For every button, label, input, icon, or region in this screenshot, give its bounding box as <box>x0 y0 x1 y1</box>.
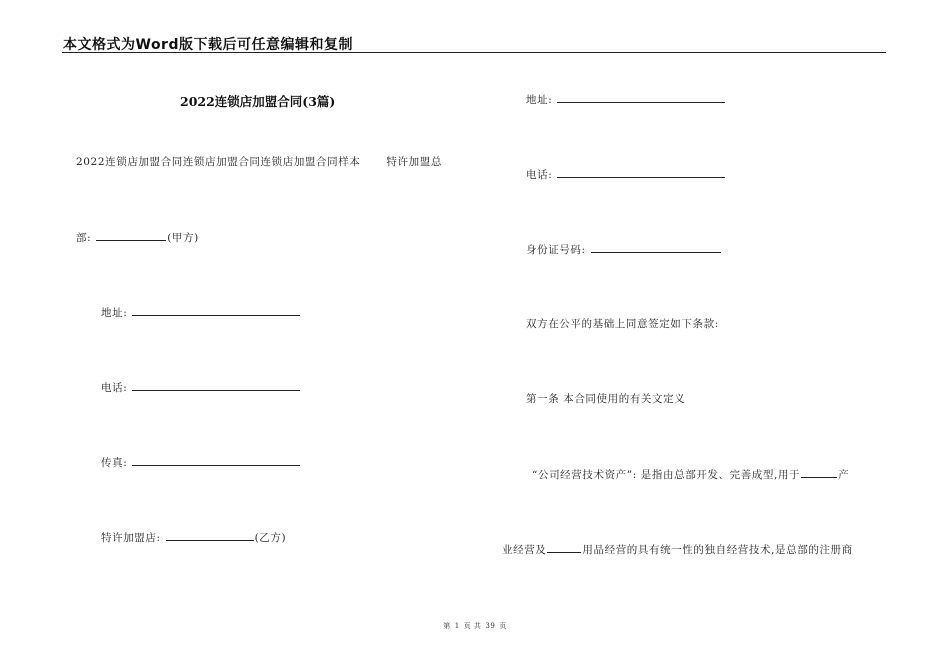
franchisee-line <box>101 530 286 545</box>
id-blank[interactable] <box>591 242 721 253</box>
hq-blank[interactable] <box>96 230 166 241</box>
definition-text-2: 用品经营的具有统一性的独自经营技术,是总部的注册商 <box>582 544 853 556</box>
left-fax-label: 传真: <box>101 457 128 469</box>
definition-line-2 <box>502 542 853 557</box>
left-address-label: 地址: <box>101 307 128 319</box>
footer-total-pages: 39 <box>485 622 496 630</box>
left-address-blank[interactable] <box>132 305 300 316</box>
left-phone-blank[interactable] <box>132 380 300 391</box>
franchisee-label: 特许加盟店: <box>101 532 161 544</box>
definition-tail-1: 产 <box>838 469 850 481</box>
left-fax-line <box>101 455 301 470</box>
industry-blank[interactable] <box>801 467 837 478</box>
hq-label: 部: <box>76 232 92 244</box>
intro-text: 2022连锁店加盟合同连锁店加盟合同连锁店加盟合同样本 <box>76 156 361 168</box>
intro-line <box>76 155 442 169</box>
hq-party: (甲方) <box>167 232 199 244</box>
right-address-label: 地址: <box>526 94 553 106</box>
footer-page-number: 1 <box>454 622 460 630</box>
footer-suffix: 页 <box>499 622 507 630</box>
right-address-line <box>526 92 726 107</box>
franchisee-party: (乙方) <box>254 532 287 544</box>
document-title: 2022连锁店加盟合同(3篇) <box>180 94 336 109</box>
page-footer <box>0 621 950 631</box>
right-phone-blank[interactable] <box>557 167 725 178</box>
product-blank[interactable] <box>547 542 581 553</box>
footer-prefix: 第 <box>443 622 451 630</box>
right-phone-line <box>526 167 726 182</box>
left-fax-blank[interactable] <box>132 455 300 466</box>
right-address-blank[interactable] <box>557 92 725 103</box>
article-one: 第一条 本合同使用的有关文定义 <box>526 393 686 405</box>
definition-line-1 <box>532 467 849 482</box>
hq-line <box>76 230 199 245</box>
franchisee-blank[interactable] <box>166 530 254 541</box>
header-rule <box>62 52 886 53</box>
right-phone-label: 电话: <box>526 169 553 181</box>
left-phone-label: 电话: <box>101 382 128 394</box>
definition-head-2: 业经营及 <box>502 544 547 556</box>
agreement-line: 双方在公平的基础上同意签定如下条款: <box>526 318 719 330</box>
definition-text-1: “公司经营技术资产”: 是指由总部开发、完善成型,用于 <box>532 469 801 481</box>
left-phone-line <box>101 380 301 395</box>
header-banner: 本文格式为Word版下载后可任意编辑和复制 <box>63 37 353 53</box>
footer-middle: 页 共 <box>463 622 482 630</box>
left-address-line <box>101 305 301 320</box>
intro-tail: 特许加盟总 <box>386 156 442 168</box>
id-line <box>526 242 722 257</box>
id-label: 身份证号码: <box>526 244 586 256</box>
